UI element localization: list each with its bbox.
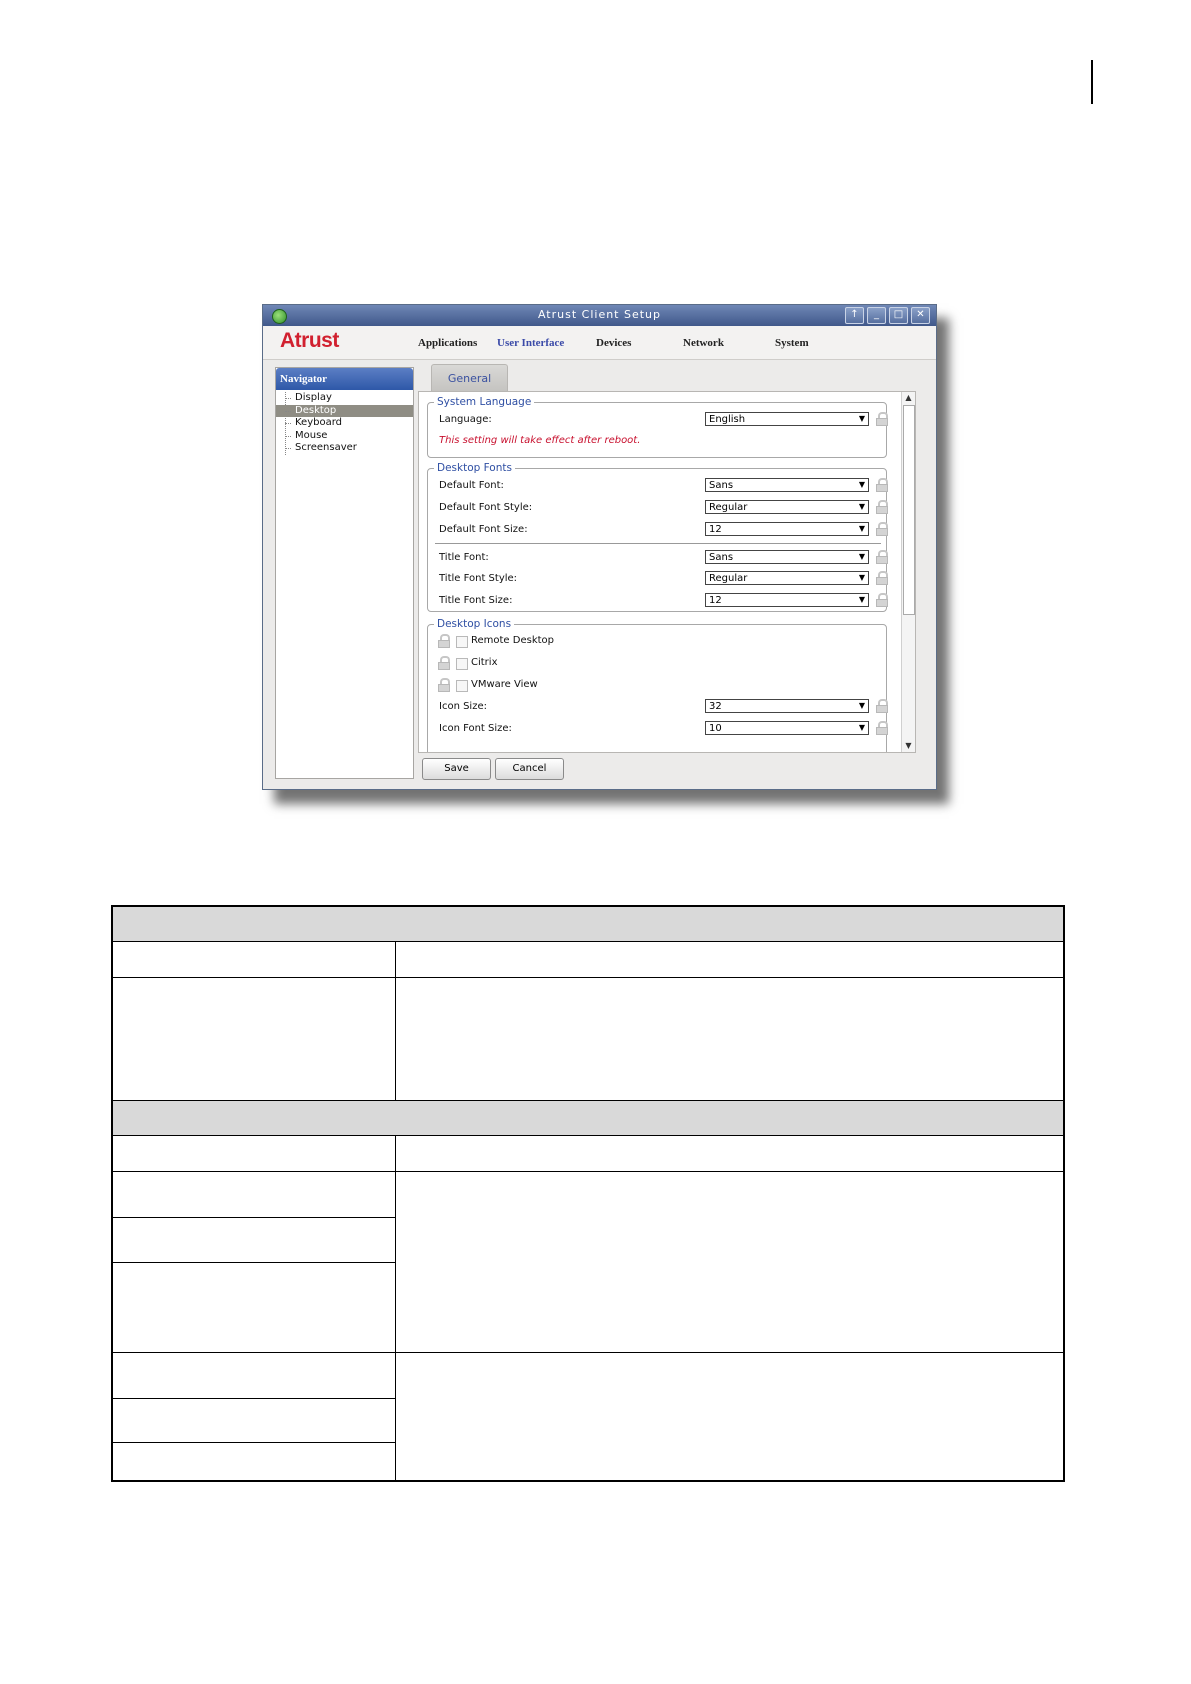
lock-icon[interactable]	[438, 634, 450, 648]
menu-system[interactable]: System	[775, 337, 809, 349]
title-font-size-select[interactable]: 12 ▼	[705, 593, 869, 607]
default-font-select[interactable]: Sans ▼	[705, 478, 869, 492]
chevron-down-icon: ▼	[858, 573, 866, 582]
vmware-view-label: VMware View	[471, 679, 538, 690]
lock-icon[interactable]	[438, 678, 450, 692]
remote-desktop-label: Remote Desktop	[471, 635, 555, 646]
default-font-label: Default Font:	[439, 480, 504, 491]
nav-item-display[interactable]: Display	[276, 392, 413, 405]
menu-devices[interactable]: Devices	[596, 337, 632, 349]
cancel-button[interactable]: Cancel	[495, 758, 564, 780]
keep-above-button[interactable]: ↑	[845, 307, 864, 324]
lock-icon[interactable]	[876, 699, 888, 713]
lock-icon[interactable]	[876, 550, 888, 564]
language-select[interactable]: English ▼	[705, 412, 869, 426]
scroll-thumb[interactable]	[903, 405, 915, 615]
maximize-button[interactable]: □	[889, 307, 908, 324]
nav-item-screensaver[interactable]: Screensaver	[276, 442, 413, 455]
scroll-up-icon[interactable]: ▲	[905, 393, 912, 402]
chevron-down-icon: ▼	[858, 595, 866, 604]
citrix-label: Citrix	[471, 657, 498, 668]
remote-desktop-checkbox[interactable]	[456, 636, 468, 648]
lock-icon[interactable]	[438, 656, 450, 670]
chevron-down-icon: ▼	[858, 502, 866, 511]
default-font-size-select[interactable]: 12 ▼	[705, 522, 869, 536]
lock-icon[interactable]	[876, 478, 888, 492]
table-header-row-2	[113, 1101, 1063, 1135]
lock-icon[interactable]	[876, 571, 888, 585]
save-button[interactable]: Save	[422, 758, 491, 780]
atrust-client-setup-window	[262, 304, 937, 790]
reboot-note: This setting will take effect after reboot.	[439, 435, 641, 446]
menu-user-interface[interactable]: User Interface	[497, 337, 565, 349]
default-font-style-select[interactable]: Regular ▼	[705, 500, 869, 514]
chevron-down-icon: ▼	[858, 480, 866, 489]
title-font-select[interactable]: Sans ▼	[705, 550, 869, 564]
menu-applications[interactable]: Applications	[418, 337, 478, 349]
navigator-panel	[275, 367, 414, 779]
lock-icon[interactable]	[876, 593, 888, 607]
desktop-icons-legend: Desktop Icons	[437, 618, 512, 630]
vmware-view-checkbox[interactable]	[456, 680, 468, 692]
settings-content	[418, 391, 916, 753]
close-button[interactable]: ✕	[911, 307, 930, 324]
atrust-logo: Atrust	[280, 329, 339, 352]
settings-panel	[418, 364, 927, 784]
language-label: Language:	[439, 414, 492, 425]
nav-item-keyboard[interactable]: Keyboard	[276, 417, 413, 430]
system-language-legend: System Language	[437, 396, 532, 408]
page-margin-bar	[1091, 60, 1093, 104]
default-font-size-label: Default Font Size:	[439, 524, 528, 535]
title-bar[interactable]	[263, 305, 936, 326]
chevron-down-icon: ▼	[858, 701, 866, 710]
settings-table	[111, 905, 1065, 1482]
title-font-style-label: Title Font Style:	[439, 573, 518, 584]
lock-icon[interactable]	[876, 500, 888, 514]
nav-item-desktop[interactable]: Desktop	[276, 405, 413, 418]
menu-network[interactable]: Network	[683, 337, 724, 349]
chevron-down-icon: ▼	[858, 414, 866, 423]
minimize-button[interactable]: _	[867, 307, 886, 324]
nav-item-mouse[interactable]: Mouse	[276, 430, 413, 443]
vertical-scrollbar[interactable]	[901, 392, 915, 752]
title-font-size-label: Title Font Size:	[439, 595, 513, 606]
lock-icon[interactable]	[876, 412, 888, 426]
icon-size-select[interactable]: 32 ▼	[705, 699, 869, 713]
window-title: Atrust Client Setup	[537, 308, 662, 321]
chevron-down-icon: ▼	[858, 524, 866, 533]
table-header-row-1	[113, 907, 1063, 941]
title-font-style-select[interactable]: Regular ▼	[705, 571, 869, 585]
scroll-down-icon[interactable]: ▼	[905, 741, 912, 750]
icon-font-size-label: Icon Font Size:	[439, 723, 512, 734]
tab-general[interactable]: General	[431, 364, 508, 392]
menu-bar	[263, 326, 936, 360]
title-font-label: Title Font:	[439, 552, 489, 563]
navigator-title: Navigator	[276, 368, 413, 390]
desktop-fonts-legend: Desktop Fonts	[437, 462, 512, 474]
lock-icon[interactable]	[876, 721, 888, 735]
default-font-style-label: Default Font Style:	[439, 502, 533, 513]
citrix-checkbox[interactable]	[456, 658, 468, 670]
chevron-down-icon: ▼	[858, 723, 866, 732]
system-language-group	[427, 396, 887, 458]
icon-font-size-select[interactable]: 10 ▼	[705, 721, 869, 735]
chevron-down-icon: ▼	[858, 552, 866, 561]
lock-icon[interactable]	[876, 522, 888, 536]
fonts-divider	[435, 543, 881, 544]
icon-size-label: Icon Size:	[439, 701, 487, 712]
